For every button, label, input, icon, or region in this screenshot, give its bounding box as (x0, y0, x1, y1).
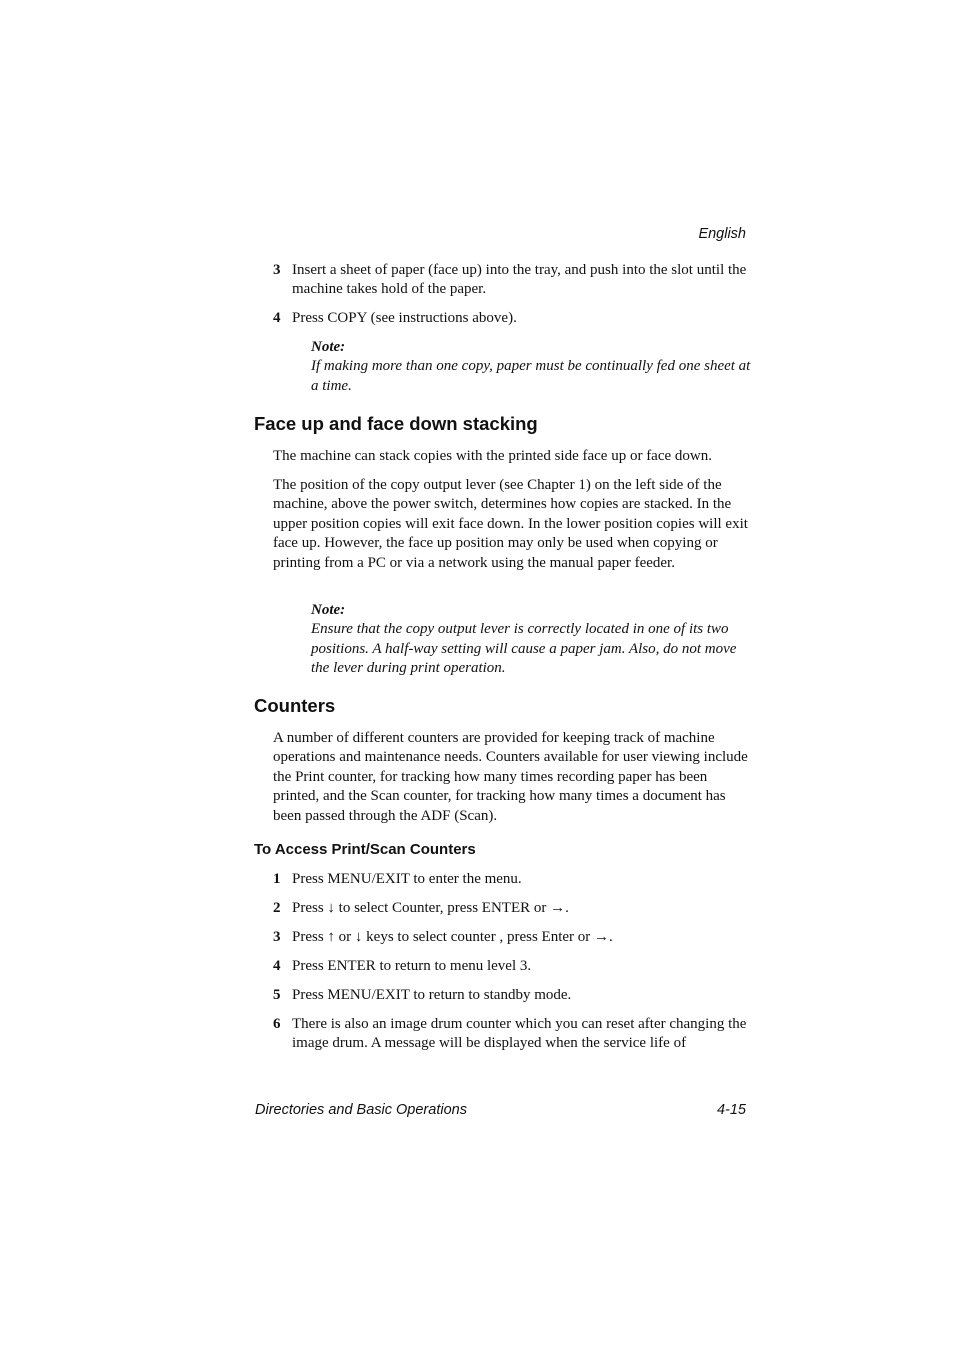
note-text: Ensure that the copy output lever is correctly located in one of its two positions. A half-way setting will cause a paper jam. Also, do not move the lever during print operation. (311, 621, 737, 677)
note-box (311, 601, 751, 679)
step-item (273, 309, 748, 328)
footer-page-number: 4-15 (716, 1102, 746, 1118)
step-number: 4 (273, 310, 281, 326)
step-number: 5 (273, 987, 281, 1003)
step-item (273, 957, 748, 976)
step-item (273, 986, 748, 1005)
note-text: If making more than one copy, paper must be continually fed one sheet at a time. (311, 358, 751, 394)
step-number: 4 (273, 958, 281, 974)
step-item (273, 1015, 748, 1054)
paragraph: A number of different counters are provided for keeping track of machine operations and maintenance needs. Counters available for user viewing include the Print counter, for tracking how many times recording paper has been printed, and the Scan counter, for tracking how many times a document has been passed through the ADF (Scan). (273, 730, 748, 824)
step-item (273, 870, 748, 889)
step-number: 2 (273, 900, 281, 916)
running-header-language: English (698, 226, 746, 242)
section-heading: Face up and face down stacking (254, 413, 538, 434)
step-number: 3 (273, 262, 281, 278)
note-label: Note: (311, 339, 346, 355)
step-text: Insert a sheet of paper (face up) into the tray, and push into the slot until the machine takes hold of the paper. (292, 262, 747, 298)
note-label: Note: (311, 602, 346, 618)
step-text: Press ↓ to select Counter, press ENTER or →. (292, 900, 569, 916)
step-text: Press MENU/EXIT to return to standby mode. (292, 987, 572, 1003)
paragraph: The position of the copy output lever (see Chapter 1) on the left side of the machine, above the power switch, determines how copies are stacked. In the upper position copies will exit face down. In the lower position copies will exit face up. However, the face up position may only be used when copying or printing from a PC or via a network using the manual paper feeder. (273, 477, 748, 571)
step-number: 6 (273, 1016, 281, 1032)
note-box (311, 338, 751, 396)
step-item (273, 261, 748, 300)
step-text: Press COPY (see instructions above). (292, 310, 517, 326)
subsection-heading: To Access Print/Scan Counters (254, 841, 476, 858)
step-text: Press ↑ or ↓ keys to select counter , press Enter or →. (292, 929, 613, 945)
step-text: Press MENU/EXIT to enter the menu. (292, 871, 522, 887)
step-number: 1 (273, 871, 281, 887)
step-text: Press ENTER to return to menu level 3. (292, 958, 532, 974)
step-item (273, 899, 748, 918)
step-text: There is also an image drum counter which you can reset after changing the image drum. A message will be displayed when the service life of (292, 1016, 747, 1052)
section-heading: Counters (254, 695, 336, 716)
step-item (273, 928, 748, 947)
step-number: 3 (273, 929, 281, 945)
paragraph: The machine can stack copies with the printed side face up or face down. (273, 448, 712, 464)
footer-chapter-title: Directories and Basic Operations (255, 1102, 467, 1118)
